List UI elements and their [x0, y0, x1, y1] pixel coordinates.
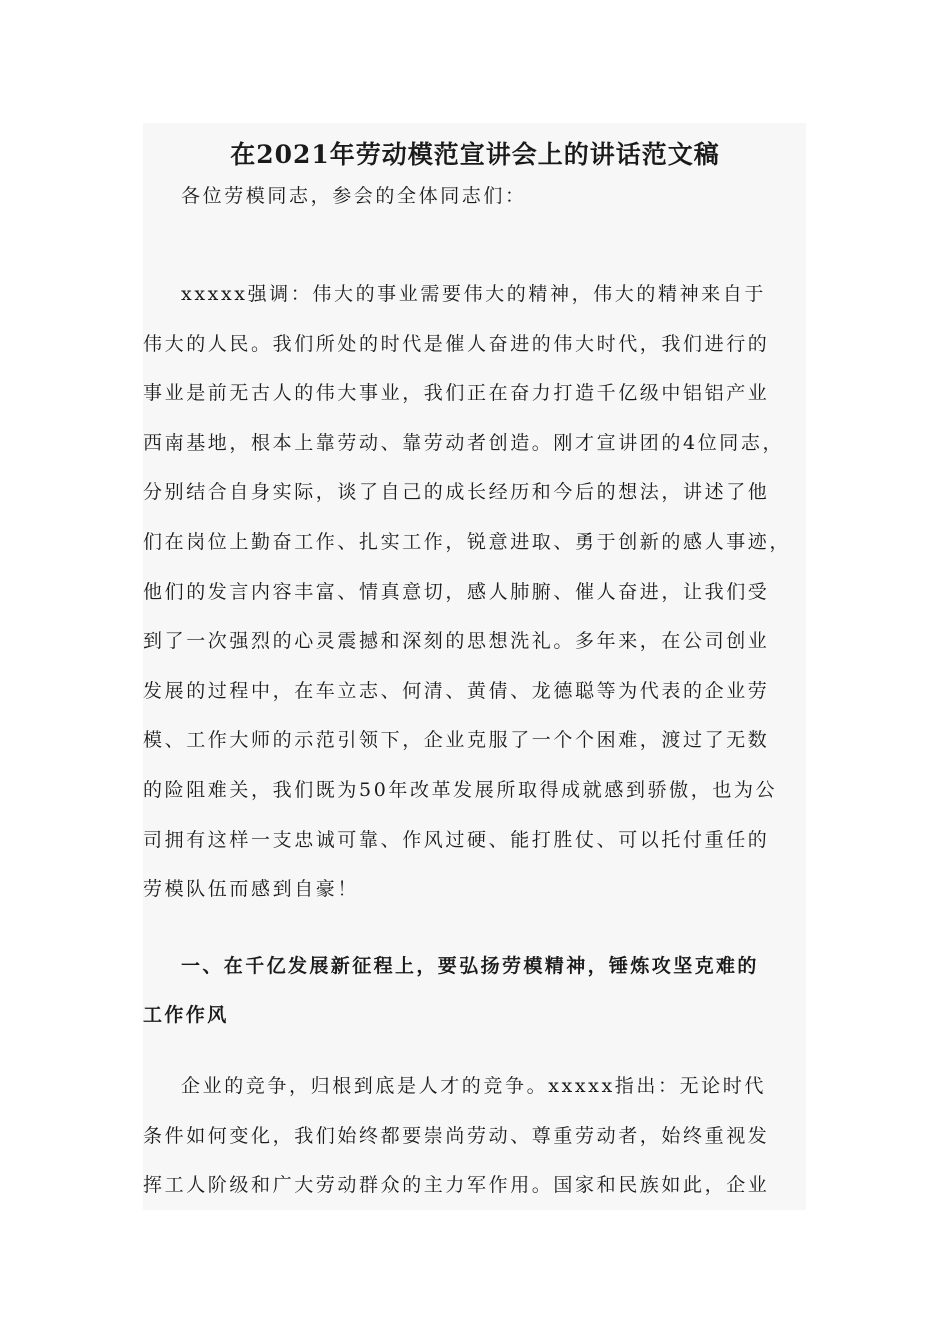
paragraph-line: 事业是前无古人的伟大事业，我们正在奋力打造千亿级中铝铝产业: [143, 382, 770, 405]
paragraph-line: 的险阻难关，我们既为50年改革发展所取得成就感到骄傲，也为公: [143, 778, 778, 801]
paragraph-line: 劳模队伍而感到自豪！: [143, 878, 360, 901]
paragraph-line: 他们的发言内容丰富、情真意切，感人肺腑、催人奋进，让我们受: [143, 580, 770, 603]
paragraph-line: 企业的竞争，归根到底是人才的竞争。xxxxx指出：无论时代: [181, 1075, 766, 1097]
paragraph-line: 们在岗位上勤奋工作、扎实工作，锐意进取、勇于创新的感人事迹，: [143, 530, 792, 553]
paragraph-line: 模、工作大师的示范引领下，企业克服了一个个困难，渡过了无数: [143, 729, 770, 752]
heading-line: 一、在千亿发展新征程上，要弘扬劳模精神，锤炼攻坚克难的: [181, 955, 759, 977]
body-paragraph-2: [143, 1062, 806, 1211]
greeting-paragraph: 各位劳模同志，参会的全体同志们：: [181, 185, 527, 207]
document-title: 在2021年劳动模范宣讲会上的讲话范文稿: [230, 140, 720, 169]
heading-line: 工作作风: [143, 1004, 229, 1026]
body-paragraph-1: [143, 270, 806, 915]
paragraph-line: 司拥有这样一支忠诚可靠、作风过硬、能打胜仗、可以托付重任的: [143, 828, 770, 851]
paragraph-line: 发展的过程中，在车立志、何清、黄倩、龙德聪等为代表的企业劳: [143, 679, 770, 702]
paragraph-line: 条件如何变化，我们始终都要崇尚劳动、尊重劳动者，始终重视发: [143, 1124, 770, 1147]
section-heading-1: [143, 942, 806, 1040]
paragraph-line: xxxxx强调：伟大的事业需要伟大的精神，伟大的精神来自于: [181, 283, 766, 305]
paragraph-line: 挥工人阶级和广大劳动群众的主力军作用。国家和民族如此，企业: [143, 1174, 770, 1197]
paragraph-line: 西南基地，根本上靠劳动、靠劳动者创造。刚才宣讲团的4位同志，: [143, 431, 785, 454]
paragraph-line: 分别结合自身实际，谈了自己的成长经历和今后的想法，讲述了他: [143, 481, 770, 504]
paragraph-line: 伟大的人民。我们所处的时代是催人奋进的伟大时代，我们进行的: [143, 332, 770, 355]
paragraph-line: 到了一次强烈的心灵震撼和深刻的思想洗礼。多年来，在公司创业: [143, 630, 770, 653]
